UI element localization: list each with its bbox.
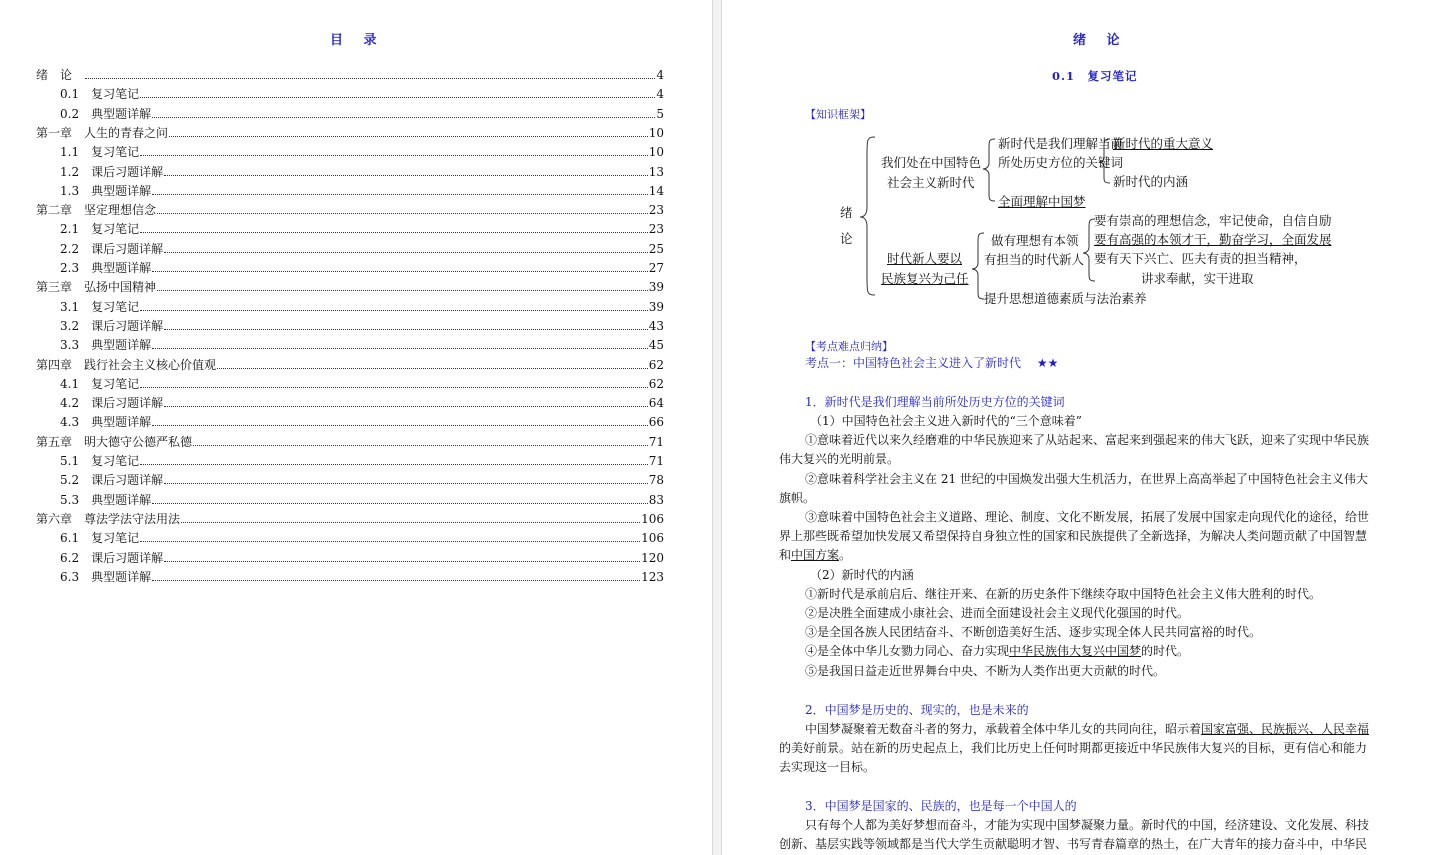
toc-entry-label (60, 259, 151, 278)
toc-entry[interactable] (36, 259, 664, 278)
toc-entry-title: 弘扬中国精神 (84, 280, 157, 295)
chapter-title: 绪 论 (1073, 33, 1128, 48)
diagram-b1-leaf2: 新时代的内涵 (1113, 174, 1189, 189)
toc-entry-number: 2.2 (60, 241, 80, 256)
toc-leader-dots (164, 252, 648, 253)
toc-entry-page: 71 (648, 434, 664, 449)
para-4-line2: 的美好前景。站在新的历史起点上，我们比历史上任何时期都更接近中华民族伟大复兴的目标，更有信心和能力 (779, 741, 1368, 755)
toc-entry-page: 4 (656, 87, 664, 102)
toc-entry[interactable] (36, 201, 664, 220)
toc-entry-number: 0.2 (60, 106, 80, 121)
toc-entry-title: 典型题详解 (91, 492, 152, 507)
toc-entry-number: 6.2 (60, 550, 80, 565)
toc-entry[interactable] (36, 356, 664, 375)
toc-entry-number: 1.1 (60, 145, 80, 160)
toc-entry-number: 3.3 (60, 338, 80, 353)
toc-entry[interactable] (36, 491, 664, 510)
toc-entry-title: 复习笔记 (91, 531, 140, 546)
para-5-line1: 只有每个人都为美好梦想而奋斗，才能为实现中国梦凝聚力量。新时代的中国，经济建设、文化发展、科技 (805, 818, 1370, 832)
toc-entry-title: 典型题详解 (91, 338, 152, 353)
subheading-1-2: （2）新时代的内涵 (810, 568, 914, 582)
diagram-b2-leaf2: 要有高强的本领才干，勤奋学习，全面发展 (1094, 232, 1332, 247)
toc-entry-label (60, 240, 163, 259)
section-title: 0.1 复习笔记 (1052, 69, 1138, 83)
item-2: ②是决胜全面建成小康社会、进而全面建设社会主义现代化强国的时代。 (805, 606, 1190, 620)
branch1-brace (983, 139, 995, 201)
para-4-text: 中国梦凝聚着无数奋斗者的努力，承载着全体中华儿女的共同向往，昭示着 (805, 722, 1202, 736)
diagram-b2-sub2: 提升思想道德素质与法治素养 (984, 291, 1147, 306)
diagram-root-2: 论 (840, 231, 853, 246)
item-4-text: ④是全体中华儿女勠力同心、奋力实现 (805, 644, 1010, 658)
toc-entry-title: 践行社会主义核心价值观 (84, 357, 217, 372)
toc-entry-page: 10 (648, 145, 664, 160)
toc-leader-dots (217, 368, 648, 369)
toc-entry[interactable] (36, 317, 664, 336)
toc-entry-label (36, 66, 84, 85)
toc-entry-page: 106 (641, 511, 664, 526)
para-4-line1 (805, 720, 1369, 739)
toc-entry-page: 27 (648, 261, 664, 275)
toc-entry-label (36, 433, 192, 452)
toc-entry-number: 第三章 (36, 280, 73, 295)
toc-leader-dots (157, 213, 648, 214)
toc-entry-label (60, 413, 151, 432)
key-points-label: 【考点难点归纳】 (805, 340, 893, 353)
toc-entry[interactable] (36, 471, 664, 490)
toc-leader-dots (152, 503, 648, 504)
para-3-line3 (779, 546, 851, 565)
toc-entry-label (60, 529, 139, 548)
toc-entry-page: 5 (656, 106, 664, 121)
toc-entry-page: 14 (648, 183, 664, 198)
knowledge-framework-diagram (722, 125, 1402, 315)
toc-entry-title: 复习笔记 (91, 299, 140, 314)
toc-entry-page: 43 (648, 318, 664, 333)
toc-entry-label (36, 356, 216, 375)
item-1: ①新时代是承前启后、继往开来、在新的历史条件下继续夺取中国特色社会主义伟大胜利的时代。 (805, 587, 1322, 601)
toc-entry-label (60, 549, 163, 568)
toc-leader-dots (85, 78, 655, 79)
toc-entry[interactable] (36, 278, 664, 297)
toc-entry-title: 课后习题详解 (91, 241, 164, 256)
toc-leader-dots (169, 136, 648, 137)
toc-entry[interactable] (36, 298, 664, 317)
toc-entry[interactable] (36, 336, 664, 355)
toc-entry-page: 62 (648, 357, 664, 372)
toc-entry[interactable] (36, 394, 664, 413)
toc-entry[interactable] (36, 375, 664, 394)
toc-entry-page: 13 (648, 164, 664, 179)
toc-entry-title: 课后习题详解 (91, 473, 164, 488)
toc-entry-label (60, 491, 151, 510)
toc-entry-number: 1.3 (60, 183, 80, 198)
toc-entry-page: 71 (648, 454, 664, 468)
para-1-line2: 伟大复兴的光明前景。 (779, 452, 900, 466)
toc-leader-dots (157, 290, 648, 291)
toc-entry-number: 0.1 (60, 87, 80, 102)
heading-1: 1．新时代是我们理解当前所处历史方位的关键词 (805, 395, 1065, 409)
toc-title: 目 录 (330, 33, 385, 48)
toc-entry-page: 66 (648, 415, 664, 430)
toc-entry-page: 78 (648, 473, 664, 488)
diagram-b2-sub1-line2: 有担当的时代新人 (984, 252, 1085, 267)
toc-entry-number: 1.2 (60, 164, 80, 179)
framework-label: 【知识框架】 (805, 108, 871, 121)
toc-entry-label (60, 471, 163, 490)
toc-leader-dots (140, 97, 655, 98)
toc-entry-number: 4.3 (60, 415, 80, 430)
toc-entry[interactable] (36, 163, 664, 182)
toc-leader-dots (164, 175, 648, 176)
toc-entry-number: 5.2 (60, 473, 80, 488)
toc-entry-label (60, 568, 151, 587)
toc-entry[interactable] (36, 452, 664, 471)
toc-entry-number: 5.3 (60, 492, 80, 507)
para-4-line3: 去实现这一目标。 (779, 760, 876, 774)
toc-entry-title: 复习笔记 (91, 145, 140, 160)
toc-entry-page: 83 (648, 492, 664, 507)
toc-entry-title: 人生的青春之问 (84, 125, 169, 140)
toc-entry[interactable] (36, 85, 664, 104)
toc-entry-number: 4.1 (60, 376, 80, 391)
toc-entry-title: 复习笔记 (91, 222, 140, 237)
toc-entry-number: 5.1 (60, 454, 80, 468)
para-1-line1: ①意味着近代以来久经磨难的中华民族迎来了从站起来、富起来到强起来的伟大飞跃，迎来了实现中华民族 (805, 433, 1370, 447)
diagram-b2-leaf3-line1: 要有天下兴亡、匹夫有责的担当精神， (1094, 251, 1307, 266)
toc-entry-label (60, 85, 139, 104)
diagram-b1-sub1-line1: 新时代是我们理解当前 (998, 136, 1124, 151)
diagram-root-1: 绪 (840, 205, 853, 220)
toc-entry-label (60, 298, 139, 317)
toc-entry[interactable] (36, 413, 664, 432)
toc-page (0, 0, 712, 855)
toc-leader-dots (140, 464, 648, 465)
toc-leader-dots (140, 232, 648, 233)
toc-entry-label (36, 124, 168, 143)
toc-entry-number: 第六章 (36, 511, 73, 526)
para-3-end: 。 (839, 548, 852, 562)
toc-entry-title: 典型题详解 (91, 183, 152, 198)
key-point-1-stars: ★★ (1036, 356, 1059, 370)
toc-entry-title: 明大德守公德严私德 (84, 434, 193, 449)
toc-entry-number: 2.3 (60, 261, 80, 275)
para-3-underlined: 中国方案 (791, 548, 840, 562)
toc-entry-title: 课后习题详解 (91, 396, 164, 411)
toc-leader-dots (164, 329, 648, 330)
key-point-1-text: 考点一：中国特色社会主义进入了新时代 (805, 356, 1022, 370)
toc-entry-page: 39 (648, 299, 664, 314)
toc-entry-number: 绪 论 (36, 68, 73, 82)
toc-leader-dots (140, 155, 648, 156)
heading-3: 3．中国梦是国家的、民族的，也是每一个中国人的 (805, 799, 1077, 813)
toc-entry-number: 3.2 (60, 318, 80, 333)
toc-entry-label (60, 375, 139, 394)
toc-entry-title: 复习笔记 (91, 376, 140, 391)
para-5-line2: 创新、基层实践等领域都是当代大学生贡献聪明才智、书写青春篇章的热土，在广大青年的接力奋斗中，中华民 (779, 837, 1368, 851)
diagram-branch1-line2: 社会主义新时代 (887, 175, 975, 190)
toc-entry-page: 39 (648, 280, 664, 295)
toc-entry-label (60, 105, 151, 124)
toc-entry-page: 4 (656, 68, 664, 82)
toc-entry-page: 23 (648, 203, 664, 218)
toc-leader-dots (140, 387, 648, 388)
toc-entry-number: 3.1 (60, 299, 80, 314)
toc-entry[interactable] (36, 182, 664, 201)
toc-entry-page: 23 (648, 222, 664, 237)
toc-entry-label (60, 182, 151, 201)
diagram-branch1-line1: 我们处在中国特色 (881, 155, 982, 170)
toc-entry-title: 课后习题详解 (91, 550, 164, 565)
toc-entry-label (60, 220, 139, 239)
toc-entry-page: 10 (648, 125, 664, 140)
toc-leader-dots (164, 406, 648, 407)
toc-entry-label (60, 394, 163, 413)
toc-entry-label (36, 278, 156, 297)
toc-entry[interactable] (36, 549, 664, 568)
diagram-b2-sub1-line1: 做有理想有本领 (991, 233, 1079, 248)
toc-leader-dots (164, 483, 648, 484)
toc-entry-page: 106 (641, 531, 664, 546)
toc-entry-label (36, 510, 180, 529)
toc-entry-page: 64 (648, 396, 664, 411)
toc-entry[interactable] (36, 124, 664, 143)
diagram-b1-sub2: 全面理解中国梦 (998, 194, 1086, 209)
diagram-b2-leaf3-line2: 讲求奉献，实干进取 (1141, 271, 1254, 286)
para-2-line1: ②意味着科学社会主义在 21 世纪的中国焕发出强大生机活力，在世界上高高举起了中国特色社会主义伟大 (805, 472, 1368, 486)
toc-entry[interactable] (36, 66, 664, 85)
toc-entry-title: 典型题详解 (91, 106, 152, 121)
subheading-1-1: （1）中国特色社会主义进入新时代的“三个意味着” (810, 414, 1082, 428)
toc-entry-number: 4.2 (60, 396, 80, 411)
toc-leader-dots (152, 271, 648, 272)
toc-leader-dots (152, 194, 648, 195)
diagram-branch2-line1: 时代新人要以 (887, 251, 963, 266)
toc-entry-label (60, 336, 151, 355)
item-4-end: 的时代。 (1141, 644, 1190, 658)
toc-leader-dots (181, 522, 640, 523)
item-3: ③是全国各族人民团结奋斗、不断创造美好生活、逐步实现全体人民共同富裕的时代。 (805, 625, 1262, 639)
para-3-line1: ③意味着中国特色社会主义道路、理论、制度、文化不断发展，拓展了发展中国家走向现代化的途径，给世 (805, 510, 1370, 524)
para-2-line2: 旗帜。 (779, 491, 816, 505)
toc-entry-title: 典型题详解 (91, 261, 152, 275)
toc-entry-label (60, 163, 163, 182)
toc-entry-title: 尊法学法守法用法 (84, 511, 181, 526)
toc-entry-page: 120 (641, 550, 664, 565)
page-gap (712, 0, 722, 855)
para-3-text: 和 (779, 548, 792, 562)
toc-entry-label (60, 317, 163, 336)
toc-entry-number: 6.1 (60, 531, 80, 546)
toc-entry-number: 2.1 (60, 222, 80, 237)
toc-entry[interactable] (36, 510, 664, 529)
toc-leader-dots (193, 445, 648, 446)
item-5: ⑤是我国日益走近世界舞台中央、不断为人类作出更大贡献的时代。 (805, 664, 1166, 678)
toc-entry-title: 复习笔记 (91, 87, 140, 102)
toc-leader-dots (152, 348, 648, 349)
toc-entry-number: 6.3 (60, 569, 80, 584)
toc-entry-title: 课后习题详解 (91, 318, 164, 333)
toc-entry[interactable] (36, 529, 664, 548)
toc-entry-label (60, 143, 139, 162)
toc-entry-title: 典型题详解 (91, 569, 152, 584)
toc-entry-label (36, 201, 156, 220)
toc-entry-page: 62 (648, 376, 664, 391)
toc-leader-dots (152, 117, 655, 118)
toc-leader-dots (140, 310, 648, 311)
toc-entry-title: 典型题详解 (91, 415, 152, 430)
toc-entry[interactable] (36, 568, 664, 587)
para-4-underlined: 国家富强、民族振兴、人民幸福 (1201, 722, 1370, 736)
toc-leader-dots (152, 425, 648, 426)
heading-2: 2．中国梦是历史的、现实的，也是未来的 (805, 703, 1029, 717)
root-brace (860, 137, 875, 295)
toc-entry-number: 第二章 (36, 203, 73, 218)
toc-entry-page: 25 (648, 241, 664, 256)
diagram-branch2-line2: 民族复兴为己任 (881, 271, 969, 286)
diagram-b2-leaf1: 要有崇高的理想信念，牢记使命，自信自励 (1094, 213, 1332, 228)
diagram-b1-sub1-line2: 所处历史方位的关键词 (998, 155, 1124, 170)
para-3-line2: 界上那些既希望加快发展又希望保持自身独立性的国家和民族提供了全新选择，为解决人类问题贡献了中国智慧 (779, 529, 1368, 543)
item-4-underlined: 中华民族伟大复兴中国梦 (1009, 644, 1142, 658)
branch2-brace (972, 233, 984, 299)
toc-leader-dots (140, 541, 640, 542)
toc-entry-label (60, 452, 139, 471)
toc-entry-title: 坚定理想信念 (84, 203, 157, 218)
toc-leader-dots (164, 561, 640, 562)
toc-entry-title: 课后习题详解 (91, 164, 164, 179)
toc-leader-dots (152, 580, 640, 581)
item-4 (805, 642, 1189, 661)
key-point-1 (805, 354, 1058, 373)
toc-entry-title: 复习笔记 (91, 454, 140, 468)
toc-entry-page: 123 (641, 569, 664, 584)
toc-entry-page: 45 (648, 338, 664, 353)
diagram-b1-leaf1: 新时代的重大意义 (1113, 136, 1214, 151)
toc-entry-number: 第四章 (36, 357, 73, 372)
toc-entry[interactable] (36, 240, 664, 259)
toc-entry[interactable] (36, 433, 664, 452)
toc-entry-number: 第五章 (36, 434, 73, 449)
toc-entry[interactable] (36, 220, 664, 239)
toc-entry-number: 第一章 (36, 125, 73, 140)
toc-entry[interactable] (36, 105, 664, 124)
toc-entry[interactable] (36, 143, 664, 162)
